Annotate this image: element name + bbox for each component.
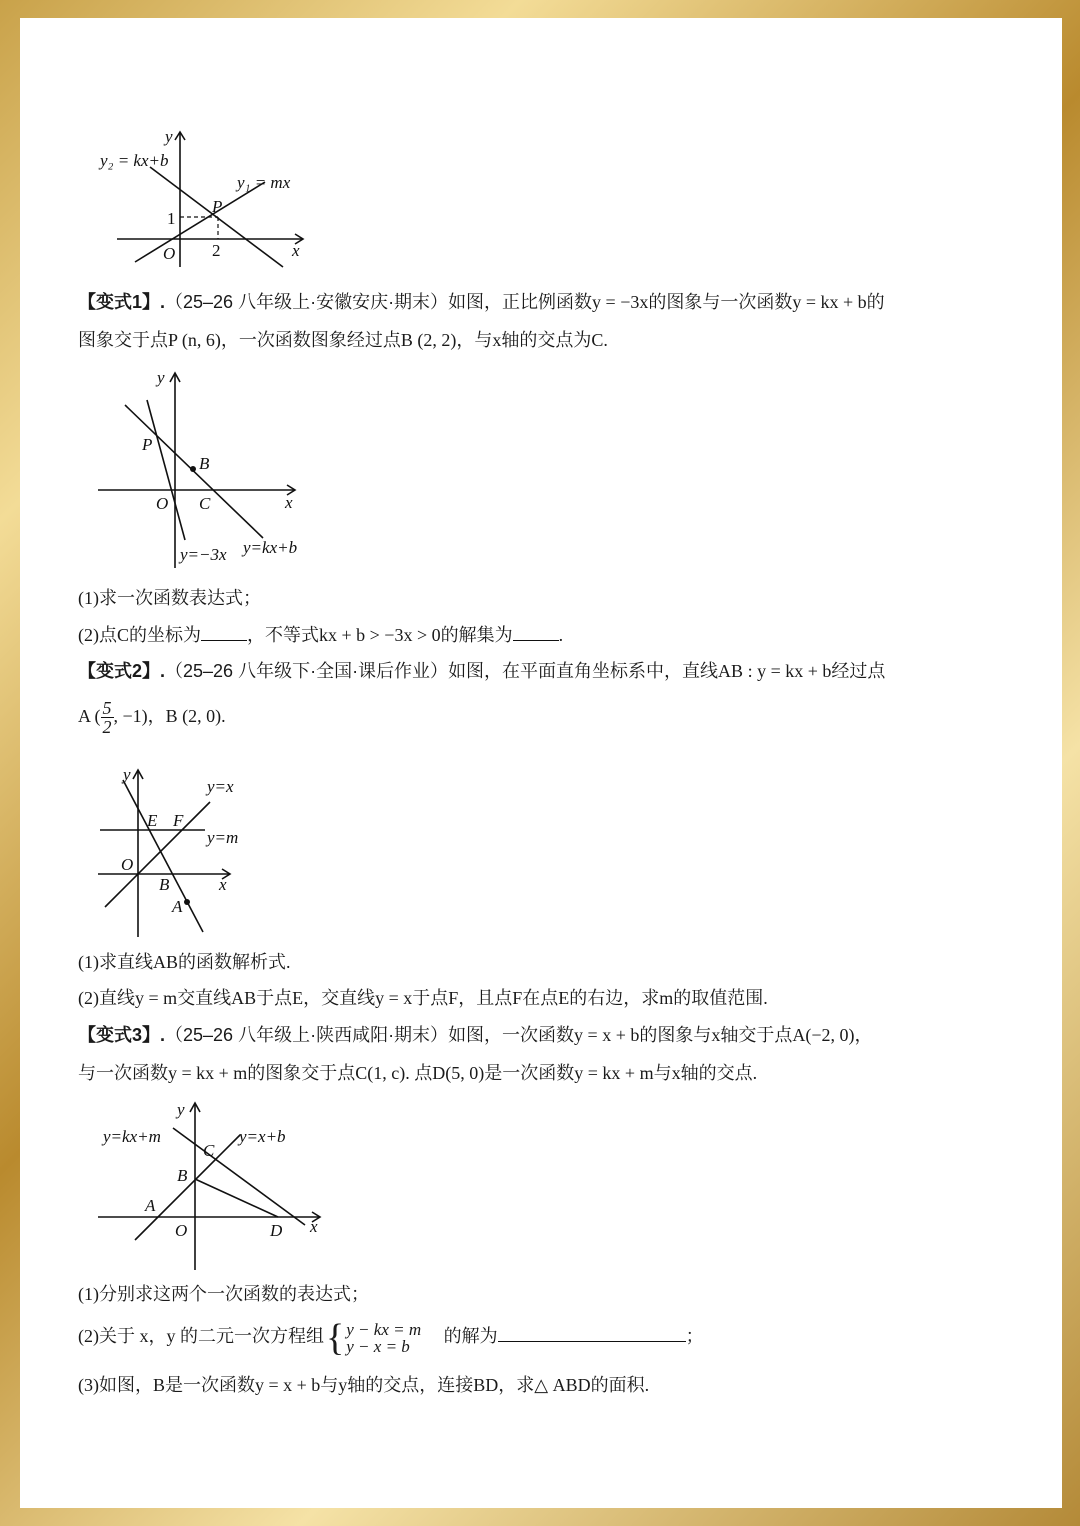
label-D: D (270, 1221, 283, 1240)
tick-1: 1 (167, 209, 176, 228)
label-B: B (177, 1166, 188, 1185)
segment-BD (195, 1179, 278, 1217)
variant2-q1: (1)求直线AB的函数解析式. (78, 952, 291, 972)
label-O: O (175, 1221, 188, 1240)
variant3-q3: (3)如图，B是一次函数y = x + b与y轴的交点，连接BD，求△ ABD的面积. (78, 1375, 650, 1395)
label-C: C (203, 1141, 215, 1160)
label-F: F (173, 811, 184, 830)
variant3-tag: 【变式3】. (78, 1025, 166, 1045)
answer-blank-solution[interactable] (513, 622, 559, 641)
label-xb: y=x+b (239, 1127, 286, 1146)
equation-2: y − x = b (346, 1336, 410, 1356)
label-P: P (212, 197, 223, 216)
label-y2: y₂ = kx+b (100, 151, 169, 170)
pointA-pre: A ( (78, 706, 101, 726)
label-yx: y=x (207, 777, 234, 796)
variant3-q2-pre: (2)关于 x，y 的二元一次方程组 (78, 1326, 324, 1346)
label-x: x (219, 875, 227, 894)
answer-blank-C[interactable] (201, 622, 247, 641)
label-x: x (292, 241, 300, 260)
label-kxm: y=kx+m (103, 1127, 161, 1146)
label-P: P (142, 435, 153, 454)
equation-1: y − kx = m (346, 1319, 422, 1339)
variant2-source: （25–26 八年级下·全国·课后作业） (165, 661, 449, 681)
fraction-5-2 (101, 699, 114, 736)
variant1-tag: 【变式1】. (78, 292, 166, 312)
variant3-text1: 如图，一次函数y = x + b的图象与x轴交于点A(−2, 0)， (448, 1025, 873, 1045)
variant1-q2 (78, 622, 563, 647)
label-y: y (123, 765, 131, 784)
label-x: x (310, 1217, 318, 1236)
pointA-post: , −1)，B (2, 0). (113, 706, 226, 726)
label-ym: y=m (207, 828, 239, 847)
label-O: O (163, 244, 176, 263)
variant1-q2-c: . (558, 625, 564, 645)
label-A: A (172, 897, 183, 916)
fraction-numerator: 5 (102, 698, 112, 719)
line-y-neg3x (147, 400, 185, 540)
figure-variant3 (95, 1098, 335, 1273)
label-O: O (156, 494, 169, 513)
label-O: O (121, 855, 134, 874)
figure-variant2 (95, 762, 265, 942)
figure-lines-y1-y2 (95, 122, 315, 272)
variant3-line2: 与一次函数y = kx + m的图象交于点C(1, c). 点D(5, 0)是一次函数y = kx + m与x轴的交点. (78, 1063, 758, 1083)
variant1-source: （25–26 八年级上·安徽安庆·期末） (165, 292, 449, 312)
line-AB (123, 780, 203, 932)
label-B: B (159, 875, 170, 894)
variant1-text1: 如图，正比例函数y = −3x的图象与一次函数y = kx + b的 (448, 292, 885, 312)
label-E: E (147, 811, 158, 830)
label-y: y (165, 127, 173, 146)
label-C: C (199, 494, 211, 513)
answer-blank-system[interactable] (498, 1323, 686, 1342)
variant3-q2-post: 的解为 (443, 1326, 498, 1346)
variant2-tag: 【变式2】. (78, 661, 166, 681)
equation-system (346, 1321, 421, 1355)
variant2-line1 (78, 659, 885, 683)
figure-variant1 (95, 368, 325, 573)
variant2-line2 (78, 692, 226, 740)
variant1-q2-b: ，不等式kx + b > −3x > 0的解集为 (247, 625, 513, 645)
line-y-x-b (135, 1135, 240, 1240)
variant2-q2: (2)直线y = m交直线AB于点E，交直线y = x于点F，且点F在点E的右边，求m的取值范围. (78, 988, 768, 1008)
label-y-kxb: y=kx+b (243, 538, 298, 557)
system-brace: { (326, 1316, 345, 1359)
variant3-q1: (1)分别求这两个一次函数的表达式； (78, 1284, 369, 1304)
tick-2: 2 (212, 241, 221, 260)
variant1-line1 (78, 290, 885, 314)
variant1-q2-a: (2)点C的坐标为 (78, 625, 201, 645)
variant3-q2 (78, 1316, 704, 1359)
variant1-line2: 图象交于点P (n, 6)，一次函数图象经过点B (2, 2)，与x轴的交点为C. (78, 330, 608, 350)
label-y-neg3x: y=−3x (180, 545, 227, 564)
variant1-q1: (1)求一次函数表达式； (78, 588, 261, 608)
point-A (184, 899, 190, 905)
label-y: y (177, 1100, 185, 1119)
label-B: B (199, 454, 210, 473)
label-x: x (285, 493, 293, 512)
label-A: A (145, 1196, 156, 1215)
variant3-line1 (78, 1023, 873, 1047)
label-y1: y₁ = mx (237, 173, 291, 192)
label-y: y (157, 368, 165, 387)
variant3-q2-end: ； (685, 1326, 704, 1346)
point-B (190, 466, 196, 472)
line-y1 (135, 182, 265, 262)
fraction-denominator: 2 (102, 717, 112, 738)
variant2-text1: 如图，在平面直角坐标系中，直线AB : y = kx + b经过点 (448, 661, 886, 681)
variant3-source: （25–26 八年级上·陕西咸阳·期末） (165, 1025, 449, 1045)
